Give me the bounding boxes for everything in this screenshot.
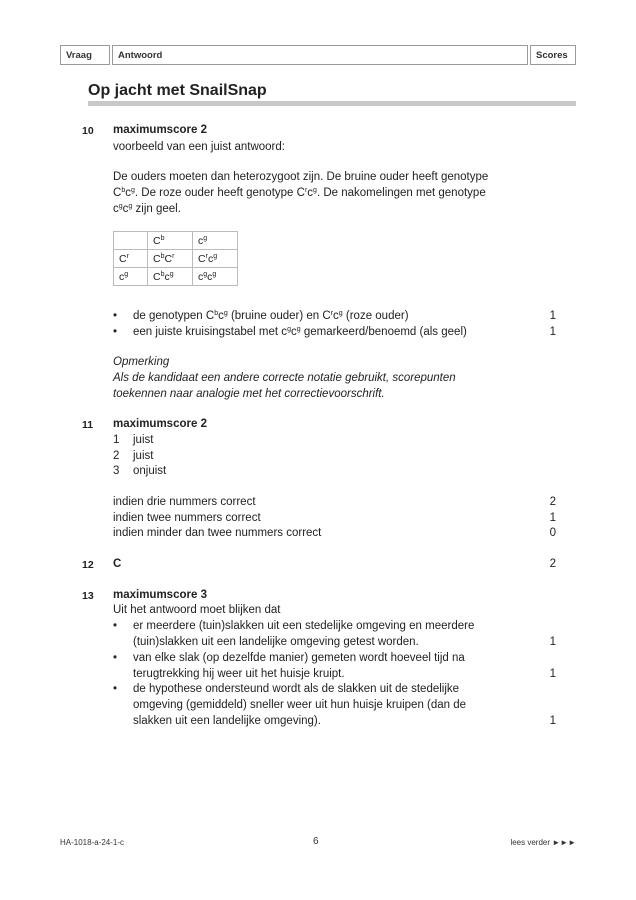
q11-scoring-score: 0 — [549, 527, 556, 539]
table-row — [114, 250, 238, 268]
q11-scoring-line: indien twee nummers correct — [113, 512, 261, 524]
table-row — [114, 268, 238, 286]
q12-answer: C — [113, 558, 122, 570]
q11-item-text: juist — [133, 434, 154, 446]
q11-item-number: 1 — [113, 434, 120, 446]
q10-intro: voorbeeld van een juist antwoord: — [113, 141, 285, 153]
table-cell: $c^g$ — [193, 232, 238, 250]
allele-sup: r — [304, 187, 308, 194]
q10-bullet-1: de genotypen $C^bc^g$ (bruine ouder) en $C^rc^g$ (roze ouder) — [133, 310, 409, 322]
table-cell: $C^bC^r$ — [148, 250, 193, 268]
q10-para-line3: $c^gc^g$ zijn geel. — [113, 203, 181, 215]
q13-bullet-3-line3: slakken uit een landelijke omgeving). — [133, 715, 321, 727]
q13-bullet-3-score: 1 — [549, 715, 556, 727]
q10-remark-title: Opmerking — [113, 356, 170, 368]
q10-para-seg2: . De nakomelingen met genotype — [316, 187, 486, 199]
q13-bullet-3-line2: omgeving (gemiddeld) sneller weer uit hun huisje kruipen (dan de — [133, 699, 467, 711]
title-rule — [88, 101, 576, 106]
header-vraag-label: Vraag — [66, 50, 92, 61]
table-cell: $C^bc^g$ — [148, 268, 193, 286]
q13-maxscore: maximumscore 3 — [113, 589, 207, 601]
bullet-dot: • — [113, 310, 118, 322]
header-vraag — [60, 45, 110, 65]
bullet-dot: • — [113, 620, 118, 632]
q11-scoring-line: indien drie nummers correct — [113, 496, 256, 508]
q11-scoring-score: 1 — [549, 512, 556, 524]
q12-score: 2 — [549, 558, 556, 570]
q13-bullet-2-line2: terugtrekking hij weer uit het huisje kruipt. — [133, 668, 345, 680]
q11-item-text: juist — [133, 450, 154, 462]
footer-code: HA-1018-a-24-1-c — [60, 838, 125, 847]
q10-para-line2: $C^bc^g$. De roze ouder heeft genotype $C^rc^g$. De nakomelingen met genotype — [113, 187, 486, 199]
q11-scoring-score: 2 — [549, 496, 556, 508]
q13-bullet-1-line2: (tuin)slakken uit een landelijke omgeving getest worden. — [133, 636, 419, 648]
q13-number: 13 — [82, 590, 94, 602]
table-cell — [114, 232, 148, 250]
q10-para-seg1: . De roze ouder heeft genotype — [134, 187, 294, 199]
q11-item-number: 3 — [113, 465, 120, 477]
header-antwoord — [112, 45, 528, 65]
q10-bullet-1-score: 1 — [549, 310, 556, 322]
footer-next: lees verder ►►► — [510, 838, 576, 847]
allele-sup: b — [121, 187, 126, 194]
q12-number: 12 — [82, 559, 94, 571]
allele-sup: g — [118, 203, 123, 210]
table-cell: $C^r$ — [114, 250, 148, 268]
q10-para-line1: De ouders moeten dan heterozygoot zijn. De bruine ouder heeft genotype — [113, 171, 489, 183]
table-cell: $C^rc^g$ — [193, 250, 238, 268]
header-antwoord-label: Antwoord — [118, 50, 163, 61]
allele-sup: g — [313, 187, 317, 194]
q11-number: 11 — [82, 419, 94, 431]
q10-bullet-2-score: 1 — [549, 326, 556, 338]
q11-scoring-line: indien minder dan twee nummers correct — [113, 527, 322, 539]
allele-sup: g — [128, 203, 133, 210]
crossing-table — [113, 231, 238, 286]
bullet-dot: • — [113, 652, 118, 664]
q11-item-text: onjuist — [133, 465, 167, 477]
bullet-dot: • — [113, 683, 118, 695]
header-scores-label: Scores — [536, 50, 568, 61]
q10-number: 10 — [82, 125, 94, 137]
table-cell: $C^b$ — [148, 232, 193, 250]
q10-remark-line2: toekennen naar analogie met het correctievoorschrift. — [113, 388, 385, 400]
q11-maxscore: maximumscore 2 — [113, 418, 207, 430]
q10-remark-line1: Als de kandidaat een andere correcte notatie gebruikt, scorepunten — [113, 372, 456, 384]
page-title: Op jacht met SnailSnap — [88, 82, 267, 99]
table-row — [114, 232, 238, 250]
table-cell: $c^gc^g$ — [193, 268, 238, 286]
q13-bullet-1-line1: er meerdere (tuin)slakken uit een stedelijke omgeving en meerdere — [133, 620, 475, 632]
q13-intro: Uit het antwoord moet blijken dat — [113, 604, 281, 616]
q10-para-seg3: zijn geel. — [135, 203, 181, 215]
q13-bullet-2-score: 1 — [549, 668, 556, 680]
table-cell: $c^g$ — [114, 268, 148, 286]
q10-bullet-2: een juiste kruisingstabel met $c^gc^g$ gemarkeerd/benoemd (als geel) — [133, 326, 467, 338]
header-scores — [530, 45, 576, 65]
q13-bullet-3-line1: de hypothese ondersteund wordt als de slakken uit de stedelijke — [133, 683, 460, 695]
q10-maxscore: maximumscore 2 — [113, 124, 207, 136]
allele-sup: g — [130, 187, 135, 194]
footer-page-number: 6 — [313, 836, 319, 847]
q13-bullet-1-score: 1 — [549, 636, 556, 648]
bullet-dot: • — [113, 326, 118, 338]
q13-bullet-2-line1: van elke slak (op dezelfde manier) gemeten wordt hoeveel tijd na — [133, 652, 465, 664]
q11-item-number: 2 — [113, 450, 120, 462]
